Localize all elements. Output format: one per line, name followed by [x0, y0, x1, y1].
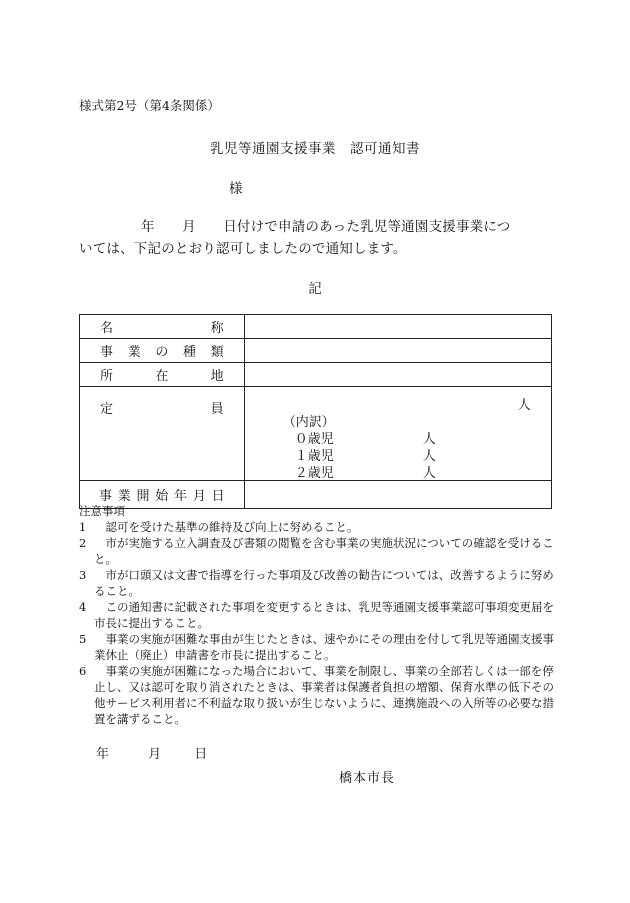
- notes-heading: 注意事項: [79, 504, 125, 518]
- label-char: 業: [127, 345, 141, 360]
- label-char: 員: [210, 402, 224, 417]
- capacity-unit-1: 人: [422, 448, 436, 464]
- label-char: 始: [155, 489, 169, 504]
- note-item: [79, 567, 564, 599]
- location-label-cell: [80, 363, 245, 387]
- name-label: [80, 317, 244, 336]
- label-char: 所: [100, 369, 114, 384]
- note-text: 市が口頭又は文書で指導を行った事項及び改善の勧告については、改善するように努めること。: [94, 568, 554, 598]
- ki-heading: 記: [308, 281, 322, 297]
- table-row-name: [80, 315, 552, 339]
- capacity-age-2: ２歳児: [294, 465, 334, 481]
- note-item: [79, 599, 564, 631]
- label-char: 在: [155, 369, 169, 384]
- note-number: 6: [79, 664, 87, 678]
- capacity-age-1: １歳児: [294, 448, 334, 464]
- note-text: この通知書に記載された事項を変更するときは、乳児等通園支援事業認可事項変更届を市長に提出すること。: [94, 600, 554, 630]
- label-char: 地: [210, 369, 224, 384]
- notes-section: [79, 503, 564, 727]
- issuer-name: 橋本市長: [339, 771, 396, 786]
- label-char: 開: [136, 489, 150, 504]
- note-item: [79, 519, 564, 535]
- label-char: 業: [117, 489, 131, 504]
- issue-date-year: 年: [96, 747, 110, 762]
- location-label: [80, 365, 244, 384]
- label-char: 事: [99, 489, 113, 504]
- details-table: [79, 314, 552, 509]
- document-title: 乳児等通園支援事業 認可通知書: [210, 141, 420, 157]
- issue-date-month: 月: [148, 747, 162, 762]
- name-label-cell: [80, 315, 245, 339]
- issue-date-day: 日: [194, 747, 208, 762]
- intro-line-1: 年 月 日付けで申請のあった乳児等通園支援事業につ: [141, 219, 511, 235]
- kind-value-cell[interactable]: [244, 339, 551, 363]
- addressee-suffix: 様: [229, 181, 243, 197]
- intro-paragraph: [79, 216, 549, 260]
- note-item: [79, 631, 564, 663]
- label-char: 日: [211, 489, 225, 504]
- location-value-cell[interactable]: [244, 363, 551, 387]
- label-char: 定: [100, 402, 114, 417]
- label-char: 年: [174, 489, 188, 504]
- intro-line-2: いては、下記のとおり認可しましたので通知します。: [79, 241, 407, 257]
- kind-label: [80, 341, 244, 360]
- note-number: 5: [79, 632, 87, 646]
- note-text: 認可を受けた基準の維持及び向上に努めること。: [94, 520, 359, 534]
- note-item: [79, 663, 564, 727]
- label-char: 月: [192, 489, 206, 504]
- label-char: 名: [100, 321, 114, 336]
- capacity-total-unit: 人: [517, 397, 531, 413]
- start-label: [80, 485, 244, 504]
- capacity-label: [80, 398, 244, 417]
- label-char: 種: [182, 345, 196, 360]
- note-text: 市が実施する立入調査及び書類の閲覧を含む事業の実施状況についての確認を受けること。: [94, 536, 554, 566]
- label-char: の: [155, 345, 169, 360]
- issue-date: [96, 743, 207, 762]
- label-char: 事: [100, 345, 114, 360]
- table-row-location: [80, 363, 552, 387]
- capacity-unit-2: 人: [422, 465, 436, 481]
- note-number: 3: [79, 568, 87, 582]
- note-number: 4: [79, 600, 87, 614]
- note-number: 1: [79, 520, 87, 534]
- capacity-breakdown-label: （内訳）: [282, 414, 335, 430]
- label-char: 称: [210, 321, 224, 336]
- capacity-value-cell[interactable]: [244, 387, 551, 481]
- table-row-kind: [80, 339, 552, 363]
- note-text: 事業の実施が困難な事由が生じたときは、速やかにその理由を付して乳児等通園支援事業休止（廃止）申請書を市長に提出すること。: [94, 632, 554, 662]
- label-char: 類: [210, 345, 224, 360]
- note-text: 事業の実施が困難になった場合において、事業を制限し、事業の全部若しくは一部を停止し、又は認可を取り消されたときは、事業者は保護者負担の増額、保育水準の低下その他サービス利用者に不利益な取り扱いが生じないように、連携施設への入所等の必要な措置を講ずること。: [94, 664, 554, 726]
- capacity-label-cell: [80, 387, 245, 481]
- capacity-box: [245, 393, 551, 481]
- capacity-age-0: ０歳児: [294, 431, 334, 447]
- note-item: [79, 535, 564, 567]
- table-row-capacity: [80, 387, 552, 481]
- capacity-unit-0: 人: [422, 431, 436, 447]
- form-number: 様式第2号（第4条関係）: [79, 98, 220, 113]
- kind-label-cell: [80, 339, 245, 363]
- name-value-cell[interactable]: [244, 315, 551, 339]
- note-number: 2: [79, 536, 87, 550]
